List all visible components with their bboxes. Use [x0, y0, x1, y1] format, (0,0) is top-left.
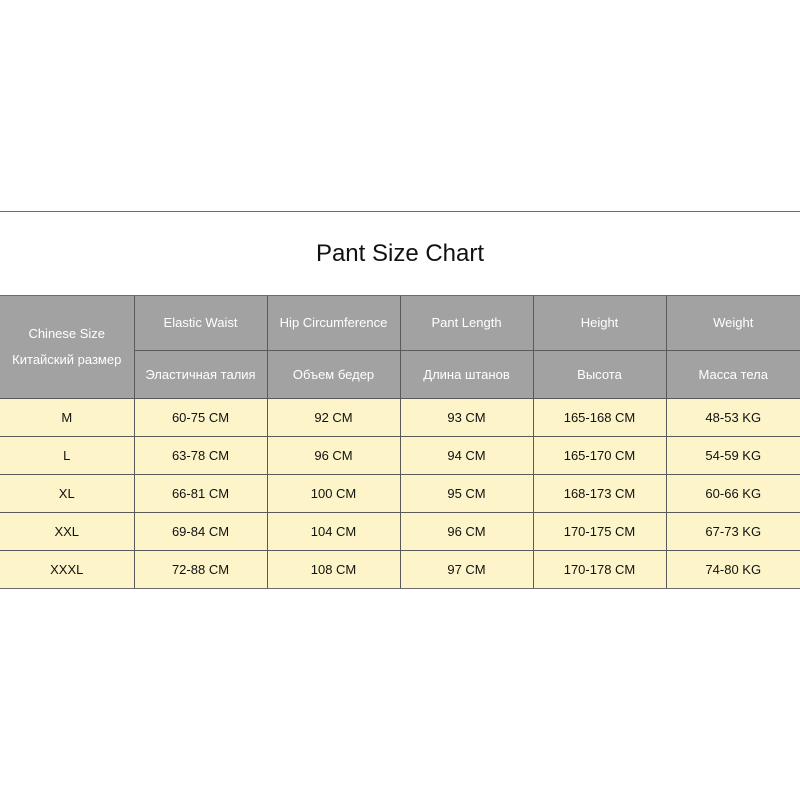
size-cell: XXL: [0, 512, 134, 550]
table-cell: 67-73 KG: [666, 512, 800, 550]
size-header-cell: [0, 296, 134, 398]
table-cell: 60-75 CM: [134, 398, 267, 436]
table-cell: 100 CM: [267, 474, 400, 512]
table-cell: 165-168 CM: [533, 398, 666, 436]
table-cell: 54-59 KG: [666, 436, 800, 474]
column-header-en: Weight: [666, 296, 800, 350]
table-cell: 104 CM: [267, 512, 400, 550]
table-cell: 96 CM: [267, 436, 400, 474]
table-cell: 93 CM: [400, 398, 533, 436]
table-cell: 69-84 CM: [134, 512, 267, 550]
table-cell: 170-178 CM: [533, 550, 666, 588]
table-cell: 95 CM: [400, 474, 533, 512]
table-row: [0, 512, 800, 550]
table-cell: 108 CM: [267, 550, 400, 588]
column-header-ru: Объем бедер: [267, 350, 400, 398]
size-table: [0, 296, 800, 588]
size-cell: M: [0, 398, 134, 436]
table-cell: 66-81 CM: [134, 474, 267, 512]
table-cell: 96 CM: [400, 512, 533, 550]
table-row: [0, 550, 800, 588]
table-cell: 97 CM: [400, 550, 533, 588]
column-header-en: Height: [533, 296, 666, 350]
column-header-en: Hip Circumference: [267, 296, 400, 350]
chart-title: Pant Size Chart: [0, 212, 800, 296]
table-cell: 168-173 CM: [533, 474, 666, 512]
column-header-ru: Длина штанов: [400, 350, 533, 398]
table-cell: 74-80 KG: [666, 550, 800, 588]
column-header-en: Pant Length: [400, 296, 533, 350]
column-header-ru: Высота: [533, 350, 666, 398]
table-cell: 60-66 KG: [666, 474, 800, 512]
table-cell: 48-53 KG: [666, 398, 800, 436]
table-cell: 63-78 CM: [134, 436, 267, 474]
size-header-ru: Китайский размер: [12, 351, 122, 367]
column-header-ru: Масса тела: [666, 350, 800, 398]
table-cell: 92 CM: [267, 398, 400, 436]
size-cell: L: [0, 436, 134, 474]
column-header-en: Elastic Waist: [134, 296, 267, 350]
column-header-ru: Эластичная талия: [134, 350, 267, 398]
size-cell: XXXL: [0, 550, 134, 588]
table-row: [0, 398, 800, 436]
table-row: [0, 474, 800, 512]
size-cell: XL: [0, 474, 134, 512]
table-cell: 165-170 CM: [533, 436, 666, 474]
table-cell: 94 CM: [400, 436, 533, 474]
size-header-en: Chinese Size: [28, 325, 106, 341]
header-row-en: [0, 296, 800, 350]
table-cell: 72-88 CM: [134, 550, 267, 588]
size-chart: [0, 211, 800, 589]
table-row: [0, 436, 800, 474]
table-cell: 170-175 CM: [533, 512, 666, 550]
